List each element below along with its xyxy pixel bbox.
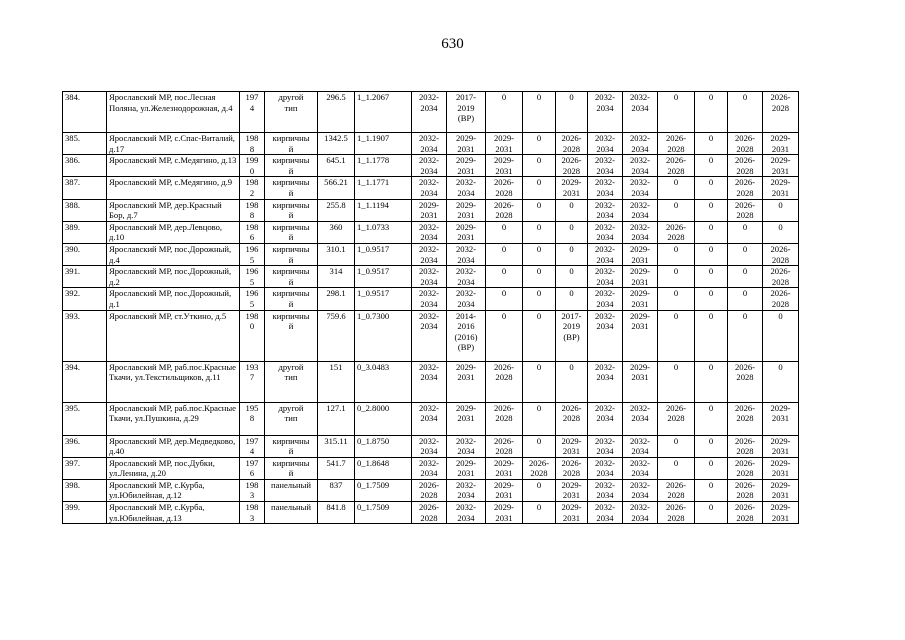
repair-period-cell: 2032- 2034 (412, 457, 447, 479)
repair-period-cell: 0 (695, 479, 728, 501)
repair-period-cell: 2032- 2034 (623, 502, 658, 524)
priority-code-cell: 1_1.1771 (355, 177, 412, 199)
repair-period-cell: 2026- 2028 (763, 266, 799, 288)
repair-period-cell: 2032- 2034 (623, 155, 658, 177)
repair-period-cell: 2032- 2034 (447, 435, 486, 457)
table-row (63, 402, 799, 435)
repair-period-cell: 2026- 2028 (728, 502, 763, 524)
repair-period-cell: 0 (658, 266, 695, 288)
repair-period-cell: 0 (658, 310, 695, 361)
wall-material-cell: кирпичны й (265, 266, 318, 288)
repair-period-cell: 0 (658, 199, 695, 221)
year-built-cell: 197 6 (240, 457, 265, 479)
area-cell: 645.1 (318, 155, 355, 177)
repair-period-cell: 2032- 2034 (588, 435, 623, 457)
repair-period-cell: 2032- 2034 (447, 243, 486, 265)
repair-period-cell: 2029- 2031 (556, 435, 588, 457)
repair-period-cell: 2026- 2028 (728, 402, 763, 435)
repair-period-cell: 0 (695, 266, 728, 288)
repair-period-cell: 0 (658, 435, 695, 457)
area-cell: 314 (318, 266, 355, 288)
address-cell: Ярославский МР, пос.Дубки, ул.Ленина, д.20 (107, 457, 240, 479)
repair-period-cell: 0 (486, 243, 523, 265)
repair-period-cell: 0 (523, 479, 556, 501)
repair-period-cell: 2029- 2031 (447, 361, 486, 402)
repair-period-cell: 2032- 2034 (412, 435, 447, 457)
address-cell: Ярославский МР, с.Медягино, д.9 (107, 177, 240, 199)
repair-period-cell: 2026- 2028 (763, 92, 799, 133)
address-cell: Ярославский МР, пос.Лесная Поляна, ул.Железнодорожная, д.4 (107, 92, 240, 133)
repair-period-cell: 0 (658, 361, 695, 402)
area-cell: 255.8 (318, 199, 355, 221)
year-built-cell: 198 8 (240, 199, 265, 221)
area-cell: 1342.5 (318, 133, 355, 155)
area-cell: 315.11 (318, 435, 355, 457)
address-cell: Ярославский МР, ст.Уткино, д.5 (107, 310, 240, 361)
repair-period-cell: 0 (556, 199, 588, 221)
repair-period-cell: 0 (695, 177, 728, 199)
repair-period-cell: 2026- 2028 (412, 502, 447, 524)
repair-period-cell: 2026- 2028 (728, 199, 763, 221)
table-row (63, 502, 799, 524)
wall-material-cell: кирпичны й (265, 243, 318, 265)
table-row (63, 155, 799, 177)
repair-period-cell: 0 (695, 243, 728, 265)
repair-period-cell: 0 (523, 133, 556, 155)
area-cell: 841.8 (318, 502, 355, 524)
year-built-cell: 198 3 (240, 502, 265, 524)
repair-period-cell: 0 (763, 361, 799, 402)
year-built-cell: 197 4 (240, 435, 265, 457)
repair-period-cell: 2032- 2034 (447, 266, 486, 288)
repair-period-cell: 0 (556, 288, 588, 310)
priority-code-cell: 0_1.8750 (355, 435, 412, 457)
repair-period-cell: 2029- 2031 (763, 479, 799, 501)
repair-period-cell: 2032- 2034 (588, 402, 623, 435)
year-built-cell: 198 6 (240, 221, 265, 243)
repair-period-cell: 0 (523, 221, 556, 243)
year-built-cell: 198 0 (240, 310, 265, 361)
priority-code-cell: 1_1.1907 (355, 133, 412, 155)
repair-period-cell: 2026- 2028 (658, 133, 695, 155)
repair-period-cell: 2026- 2028 (728, 155, 763, 177)
repair-period-cell: 2032- 2034 (588, 155, 623, 177)
repair-period-cell: 0 (763, 199, 799, 221)
wall-material-cell: другой тип (265, 361, 318, 402)
wall-material-cell: кирпичны й (265, 288, 318, 310)
repair-period-cell: 0 (556, 361, 588, 402)
priority-code-cell: 0_1.7509 (355, 479, 412, 501)
repair-period-cell: 2029- 2031 (763, 402, 799, 435)
row-number: 393. (63, 310, 107, 361)
year-built-cell: 195 8 (240, 402, 265, 435)
repair-period-cell: 0 (695, 310, 728, 361)
repair-period-cell: 0 (695, 221, 728, 243)
repair-period-cell: 2032- 2034 (588, 310, 623, 361)
repair-period-cell: 0 (523, 435, 556, 457)
address-cell: Ярославский МР, пос.Дорожный, д.4 (107, 243, 240, 265)
repair-period-cell: 2026- 2028 (523, 457, 556, 479)
priority-code-cell: 0_2.8000 (355, 402, 412, 435)
repair-period-cell: 0 (556, 221, 588, 243)
row-number: 397. (63, 457, 107, 479)
year-built-cell: 197 4 (240, 92, 265, 133)
table-row (63, 199, 799, 221)
repair-period-cell: 2026- 2028 (556, 402, 588, 435)
address-cell: Ярославский МР, с.Курба, ул.Юбилейная, д.13 (107, 502, 240, 524)
repair-period-cell: 2032- 2034 (588, 199, 623, 221)
repair-period-cell: 2029- 2031 (486, 502, 523, 524)
repair-period-cell: 0 (486, 310, 523, 361)
area-cell: 759.6 (318, 310, 355, 361)
repair-period-cell: 2026- 2028 (728, 457, 763, 479)
repair-period-cell: 2032- 2034 (588, 177, 623, 199)
repair-period-cell: 2026- 2028 (412, 479, 447, 501)
repair-period-cell: 2032- 2034 (623, 479, 658, 501)
repair-period-cell: 2029- 2031 (556, 177, 588, 199)
repair-period-cell: 0 (695, 92, 728, 133)
address-cell: Ярославский МР, пос.Дорожный, д.1 (107, 288, 240, 310)
repair-period-cell: 0 (658, 288, 695, 310)
repair-period-cell: 0 (728, 243, 763, 265)
year-built-cell: 199 0 (240, 155, 265, 177)
repair-period-cell: 2029- 2031 (486, 479, 523, 501)
address-cell: Ярославский МР, раб.пос.Красные Ткачи, ул.Пушкина, д.29 (107, 402, 240, 435)
row-number: 392. (63, 288, 107, 310)
repair-period-cell: 2017- 2019 (ВР) (556, 310, 588, 361)
housing-register-table (62, 91, 799, 524)
repair-period-cell: 2026- 2028 (556, 457, 588, 479)
year-built-cell: 196 5 (240, 288, 265, 310)
repair-period-cell: 0 (523, 288, 556, 310)
year-built-cell: 193 7 (240, 361, 265, 402)
priority-code-cell: 1_1.1194 (355, 199, 412, 221)
repair-period-cell: 0 (695, 288, 728, 310)
row-number: 384. (63, 92, 107, 133)
repair-period-cell: 2032- 2034 (412, 92, 447, 133)
repair-period-cell: 2032- 2034 (447, 502, 486, 524)
area-cell: 151 (318, 361, 355, 402)
repair-period-cell: 2032- 2034 (412, 155, 447, 177)
row-number: 390. (63, 243, 107, 265)
table-row (63, 479, 799, 501)
wall-material-cell: кирпичны й (265, 457, 318, 479)
repair-period-cell: 0 (523, 243, 556, 265)
repair-period-cell: 0 (486, 288, 523, 310)
repair-period-cell: 2029- 2031 (623, 361, 658, 402)
repair-period-cell: 2032- 2034 (412, 361, 447, 402)
repair-period-cell: 0 (728, 310, 763, 361)
wall-material-cell: кирпичны й (265, 435, 318, 457)
repair-period-cell: 2032- 2034 (623, 402, 658, 435)
wall-material-cell: кирпичны й (265, 133, 318, 155)
repair-period-cell: 2032- 2034 (623, 457, 658, 479)
area-cell: 127.1 (318, 402, 355, 435)
priority-code-cell: 1_0.9517 (355, 288, 412, 310)
repair-period-cell: 2032- 2034 (588, 243, 623, 265)
repair-period-cell: 2032- 2034 (412, 266, 447, 288)
repair-period-cell: 2032- 2034 (588, 221, 623, 243)
repair-period-cell: 2032- 2034 (412, 288, 447, 310)
row-number: 389. (63, 221, 107, 243)
row-number: 388. (63, 199, 107, 221)
repair-period-cell: 0 (523, 402, 556, 435)
repair-period-cell: 2029- 2031 (763, 457, 799, 479)
repair-period-cell: 2029- 2031 (763, 133, 799, 155)
repair-period-cell: 0 (523, 155, 556, 177)
repair-period-cell: 0 (523, 310, 556, 361)
table-row (63, 92, 799, 133)
repair-period-cell: 2026- 2028 (728, 435, 763, 457)
repair-period-cell: 2032- 2034 (623, 92, 658, 133)
repair-period-cell: 2026- 2028 (486, 199, 523, 221)
repair-period-cell: 2029- 2031 (763, 435, 799, 457)
row-number: 387. (63, 177, 107, 199)
repair-period-cell: 2032- 2034 (623, 133, 658, 155)
table-row (63, 133, 799, 155)
table-row (63, 361, 799, 402)
address-cell: Ярославский МР, с.Курба, ул.Юбилейная, д.12 (107, 479, 240, 501)
repair-period-cell: 2026- 2028 (658, 155, 695, 177)
repair-period-cell: 0 (763, 310, 799, 361)
year-built-cell: 196 5 (240, 243, 265, 265)
repair-period-cell: 2032- 2034 (412, 133, 447, 155)
repair-period-cell: 0 (556, 243, 588, 265)
repair-period-cell: 2026- 2028 (763, 288, 799, 310)
repair-period-cell: 2026- 2028 (728, 177, 763, 199)
wall-material-cell: кирпичны й (265, 221, 318, 243)
repair-period-cell: 2032- 2034 (412, 402, 447, 435)
repair-period-cell: 0 (523, 199, 556, 221)
repair-period-cell: 2032- 2034 (623, 199, 658, 221)
row-number: 385. (63, 133, 107, 155)
repair-period-cell: 2029- 2031 (412, 199, 447, 221)
table-body (63, 92, 799, 524)
repair-period-cell: 2029- 2031 (447, 199, 486, 221)
repair-period-cell: 0 (658, 243, 695, 265)
page-number: 630 (441, 36, 464, 52)
repair-period-cell: 2029- 2031 (623, 266, 658, 288)
repair-period-cell: 0 (523, 361, 556, 402)
area-cell: 310.1 (318, 243, 355, 265)
repair-period-cell: 2029- 2031 (623, 288, 658, 310)
repair-period-cell: 0 (523, 177, 556, 199)
repair-period-cell: 0 (763, 221, 799, 243)
wall-material-cell: кирпичны й (265, 155, 318, 177)
repair-period-cell: 2032- 2034 (588, 266, 623, 288)
address-cell: Ярославский МР, с.Спас-Виталий, д.17 (107, 133, 240, 155)
repair-period-cell: 2026- 2028 (728, 361, 763, 402)
repair-period-cell: 2029- 2031 (763, 155, 799, 177)
priority-code-cell: 1_0.7300 (355, 310, 412, 361)
repair-period-cell: 0 (695, 402, 728, 435)
wall-material-cell: другой тип (265, 92, 318, 133)
row-number: 386. (63, 155, 107, 177)
repair-period-cell: 2032- 2034 (447, 479, 486, 501)
repair-period-cell: 2026- 2028 (486, 177, 523, 199)
repair-period-cell: 0 (486, 266, 523, 288)
area-cell: 541.7 (318, 457, 355, 479)
repair-period-cell: 0 (695, 502, 728, 524)
repair-period-cell: 2032- 2034 (588, 133, 623, 155)
priority-code-cell: 0_1.8648 (355, 457, 412, 479)
repair-period-cell: 2026- 2028 (658, 402, 695, 435)
table-row (63, 435, 799, 457)
repair-period-cell: 2032- 2034 (623, 177, 658, 199)
repair-period-cell: 2014- 2016 (2016) (ВР) (447, 310, 486, 361)
year-built-cell: 198 8 (240, 133, 265, 155)
wall-material-cell: кирпичны й (265, 199, 318, 221)
repair-period-cell: 2032- 2034 (412, 310, 447, 361)
priority-code-cell: 1_1.2067 (355, 92, 412, 133)
area-cell: 296.5 (318, 92, 355, 133)
wall-material-cell: панельный (265, 502, 318, 524)
priority-code-cell: 1_1.1778 (355, 155, 412, 177)
repair-period-cell: 2026- 2028 (763, 243, 799, 265)
repair-period-cell: 0 (658, 92, 695, 133)
repair-period-cell: 0 (658, 457, 695, 479)
repair-period-cell: 2029- 2031 (556, 502, 588, 524)
repair-period-cell: 0 (523, 266, 556, 288)
repair-period-cell: 0 (695, 133, 728, 155)
repair-period-cell: 2032- 2034 (588, 502, 623, 524)
year-built-cell: 198 2 (240, 177, 265, 199)
row-number: 396. (63, 435, 107, 457)
repair-period-cell: 2026- 2028 (556, 133, 588, 155)
address-cell: Ярославский МР, раб.пос.Красные Ткачи, ул.Текстильщиков, д.11 (107, 361, 240, 402)
repair-period-cell: 2029- 2031 (763, 177, 799, 199)
row-number: 395. (63, 402, 107, 435)
repair-period-cell: 2029- 2031 (556, 479, 588, 501)
table-row (63, 288, 799, 310)
repair-period-cell: 2029- 2031 (623, 243, 658, 265)
repair-period-cell: 2032- 2034 (588, 479, 623, 501)
repair-period-cell: 2029- 2031 (447, 457, 486, 479)
repair-period-cell: 2029- 2031 (486, 155, 523, 177)
repair-period-cell: 0 (695, 199, 728, 221)
repair-period-cell: 2026- 2028 (486, 361, 523, 402)
table-row (63, 243, 799, 265)
repair-period-cell: 2032- 2034 (588, 288, 623, 310)
row-number: 394. (63, 361, 107, 402)
repair-period-cell: 2026- 2028 (486, 402, 523, 435)
repair-period-cell: 2017- 2019 (ВР) (447, 92, 486, 133)
wall-material-cell: кирпичны й (265, 177, 318, 199)
table-row (63, 177, 799, 199)
wall-material-cell: панельный (265, 479, 318, 501)
table-row (63, 266, 799, 288)
repair-period-cell: 0 (556, 92, 588, 133)
repair-period-cell: 2032- 2034 (412, 221, 447, 243)
priority-code-cell: 1_1.0733 (355, 221, 412, 243)
row-number: 398. (63, 479, 107, 501)
area-cell: 360 (318, 221, 355, 243)
repair-period-cell: 2029- 2031 (447, 155, 486, 177)
repair-period-cell: 0 (695, 457, 728, 479)
year-built-cell: 196 5 (240, 266, 265, 288)
repair-period-cell: 2032- 2034 (447, 177, 486, 199)
repair-period-cell: 0 (523, 92, 556, 133)
wall-material-cell: кирпичны й (265, 310, 318, 361)
priority-code-cell: 0_1.7509 (355, 502, 412, 524)
repair-period-cell: 0 (486, 221, 523, 243)
repair-period-cell: 0 (728, 92, 763, 133)
repair-period-cell: 2029- 2031 (447, 221, 486, 243)
repair-period-cell: 2026- 2028 (486, 435, 523, 457)
repair-period-cell: 0 (728, 221, 763, 243)
repair-period-cell: 0 (728, 288, 763, 310)
priority-code-cell: 0_3.0483 (355, 361, 412, 402)
repair-period-cell: 0 (658, 177, 695, 199)
repair-period-cell: 2032- 2034 (588, 361, 623, 402)
address-cell: Ярославский МР, дер.Медведково, д.40 (107, 435, 240, 457)
area-cell: 566.21 (318, 177, 355, 199)
repair-period-cell: 2026- 2028 (728, 133, 763, 155)
repair-period-cell: 2026- 2028 (556, 155, 588, 177)
repair-period-cell: 2032- 2034 (588, 457, 623, 479)
repair-period-cell: 2026- 2028 (658, 479, 695, 501)
table-row (63, 457, 799, 479)
repair-period-cell: 2029- 2031 (486, 457, 523, 479)
repair-period-cell: 2029- 2031 (447, 133, 486, 155)
repair-period-cell: 2029- 2031 (763, 502, 799, 524)
repair-period-cell: 0 (695, 155, 728, 177)
repair-period-cell: 0 (695, 361, 728, 402)
repair-period-cell: 0 (728, 266, 763, 288)
address-cell: Ярославский МР, пос.Дорожный, д.2 (107, 266, 240, 288)
repair-period-cell: 2029- 2031 (623, 310, 658, 361)
table-row (63, 310, 799, 361)
repair-period-cell: 2029- 2031 (486, 133, 523, 155)
address-cell: Ярославский МР, дер.Левцово, д.10 (107, 221, 240, 243)
repair-period-cell: 2026- 2028 (728, 479, 763, 501)
address-cell: Ярославский МР, с.Медягино, д.13 (107, 155, 240, 177)
repair-period-cell: 2032- 2034 (412, 243, 447, 265)
row-number: 399. (63, 502, 107, 524)
repair-period-cell: 2032- 2034 (447, 288, 486, 310)
area-cell: 298.1 (318, 288, 355, 310)
priority-code-cell: 1_0.9517 (355, 266, 412, 288)
repair-period-cell: 2032- 2034 (588, 92, 623, 133)
repair-period-cell: 0 (523, 502, 556, 524)
repair-period-cell: 0 (556, 266, 588, 288)
repair-period-cell: 2029- 2031 (447, 402, 486, 435)
repair-period-cell: 2026- 2028 (658, 221, 695, 243)
area-cell: 837 (318, 479, 355, 501)
repair-period-cell: 2032- 2034 (623, 435, 658, 457)
repair-period-cell: 2032- 2034 (412, 177, 447, 199)
repair-period-cell: 2032- 2034 (623, 221, 658, 243)
year-built-cell: 198 3 (240, 479, 265, 501)
priority-code-cell: 1_0.9517 (355, 243, 412, 265)
wall-material-cell: другой тип (265, 402, 318, 435)
table-row (63, 221, 799, 243)
repair-period-cell: 0 (695, 435, 728, 457)
repair-period-cell: 2026- 2028 (658, 502, 695, 524)
repair-period-cell: 0 (486, 92, 523, 133)
row-number: 391. (63, 266, 107, 288)
address-cell: Ярославский МР, дер.Красный Бор, д.7 (107, 199, 240, 221)
